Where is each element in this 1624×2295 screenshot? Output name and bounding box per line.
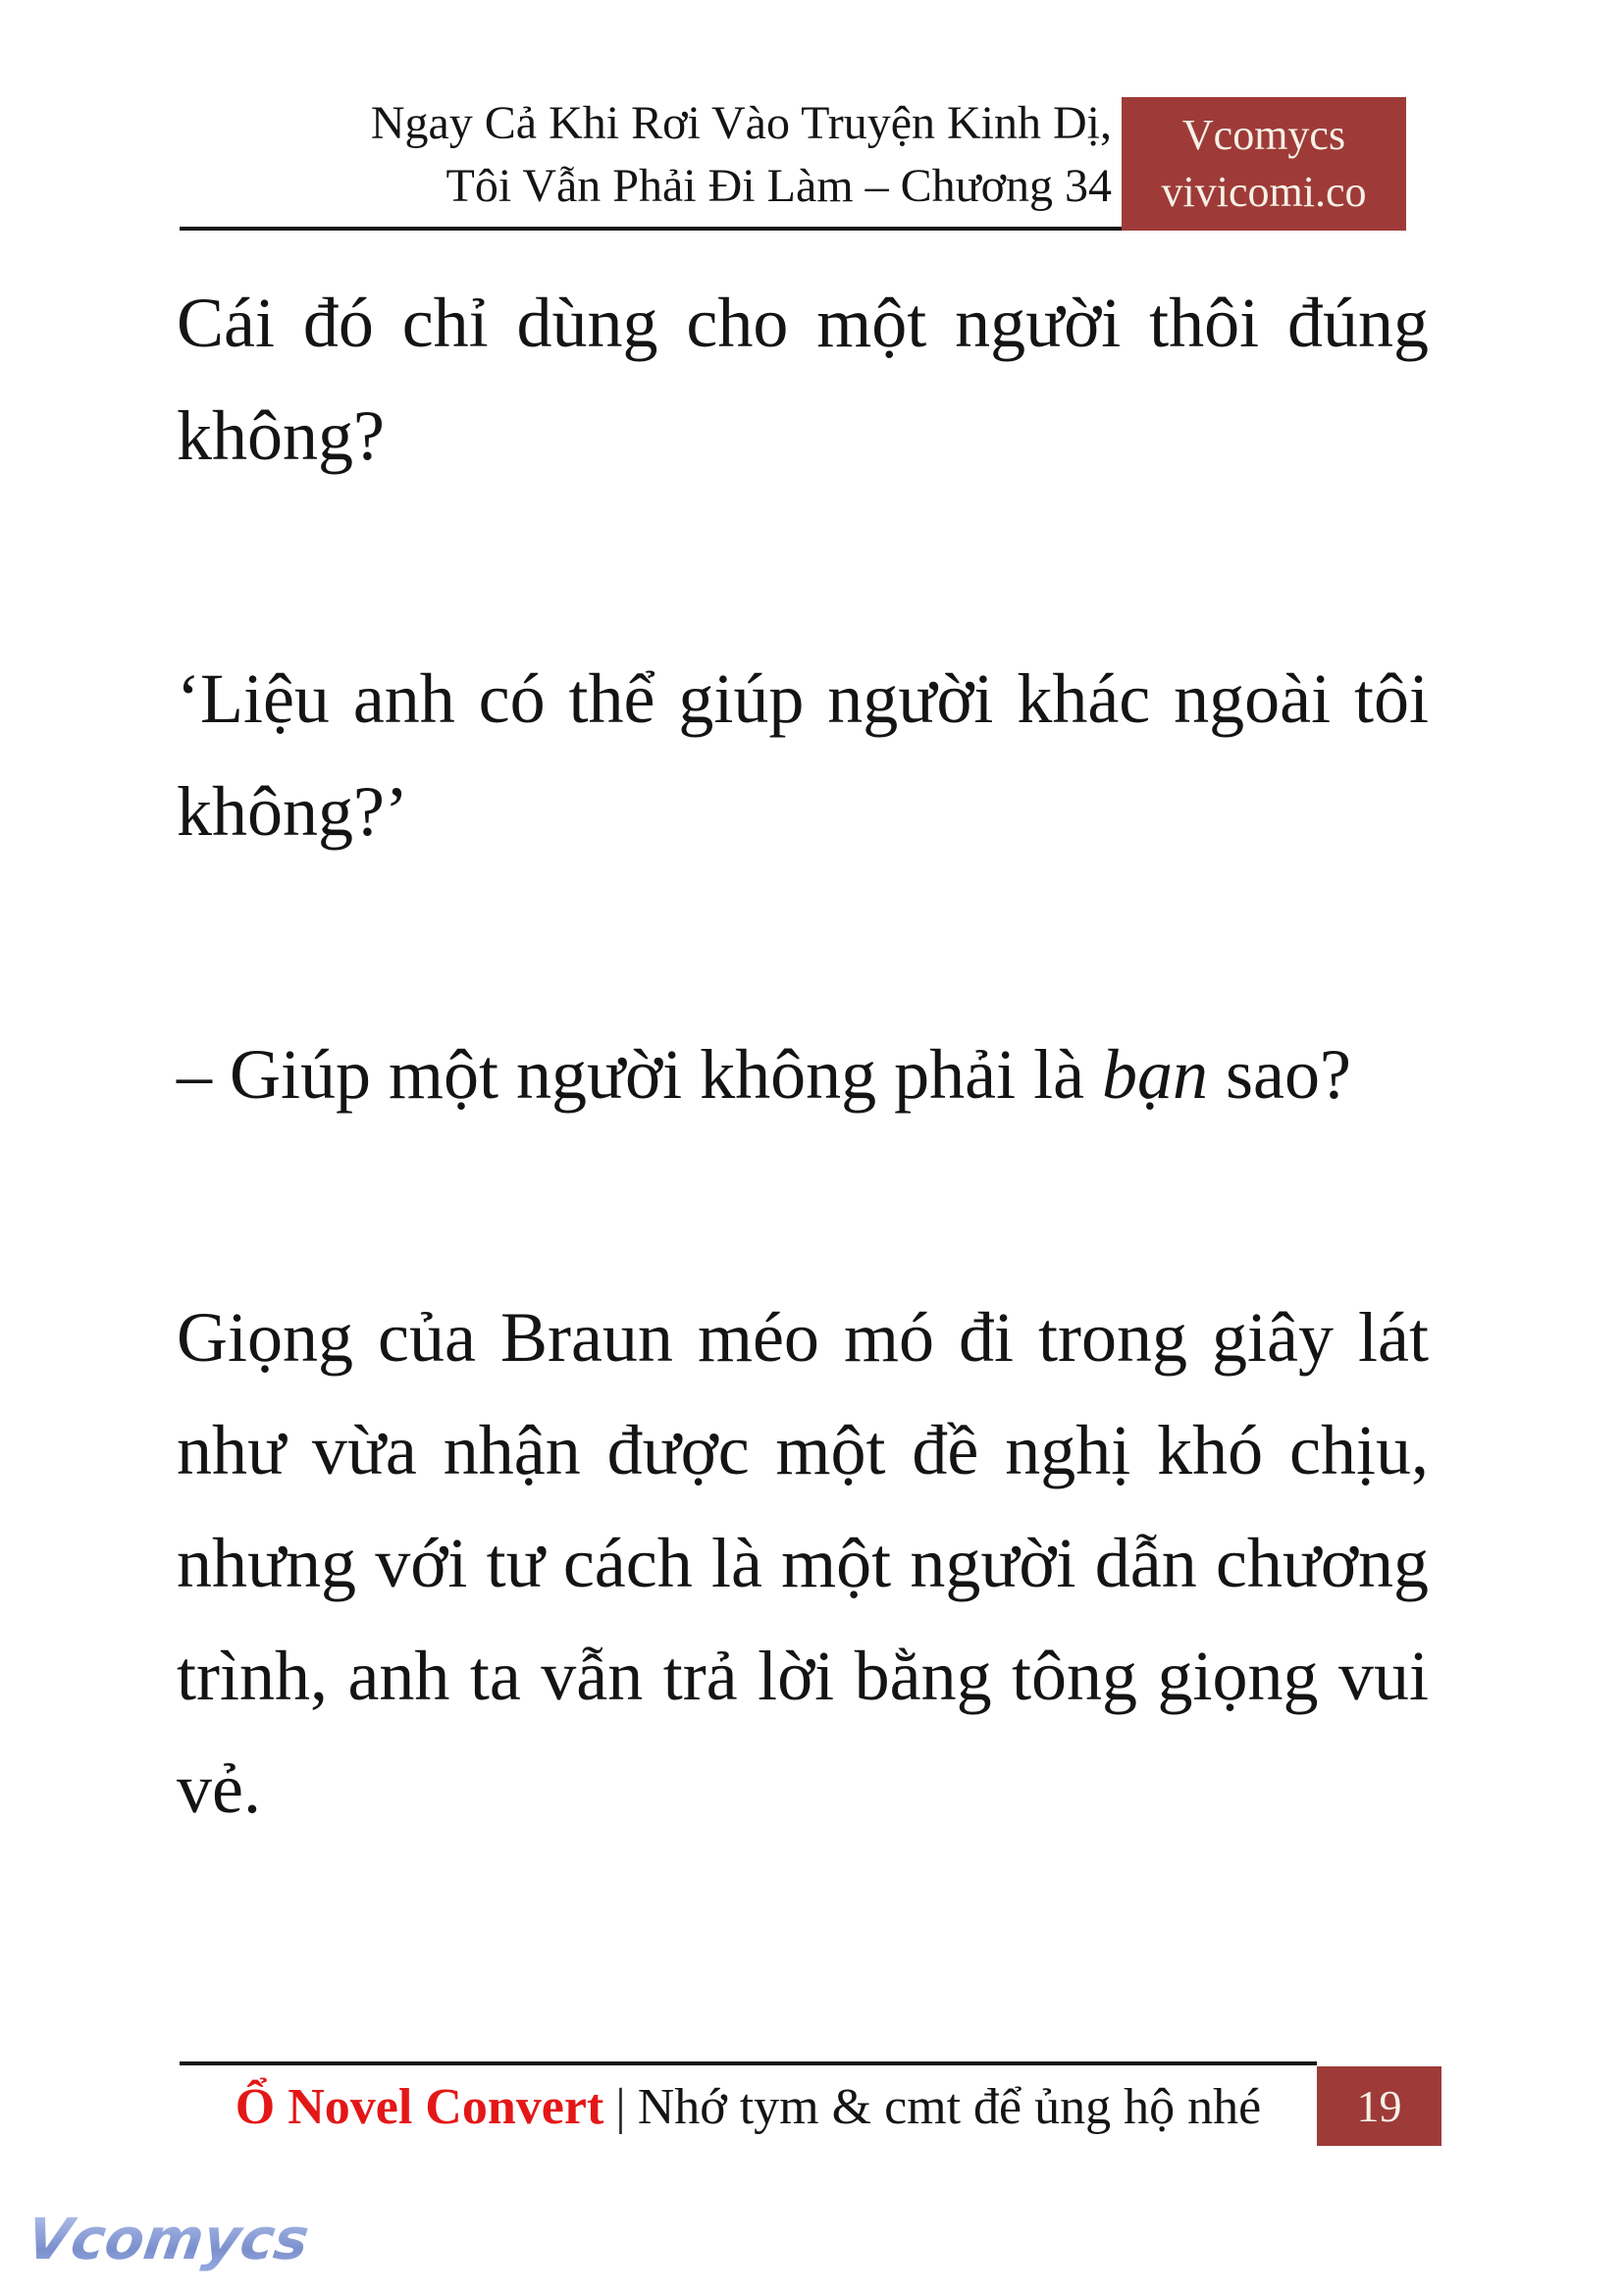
paragraph-text: sao? (1208, 1035, 1351, 1114)
footer-support-note: Nhớ tym & cmt để ủng hộ nhé (637, 2079, 1262, 2135)
paragraph-text: ‘Liệu anh có thể giúp người khác ngoài tôi không?’ (177, 659, 1429, 851)
paragraph (177, 643, 1429, 868)
paragraph (177, 1281, 1429, 1846)
page-number: 19 (1356, 2081, 1402, 2131)
chapter-body (177, 267, 1429, 1996)
footer-credit (180, 2073, 1317, 2142)
paragraph (177, 1018, 1429, 1131)
chapter-title-line1: Ngay Cả Khi Rơi Vào Truyện Kinh Dị, (370, 97, 1112, 149)
watermark-brand-name: Vcomycs (1181, 111, 1346, 159)
paragraph (177, 267, 1429, 493)
watermark-site-url: vivicomi.co (1161, 168, 1367, 216)
page-number-badge (1317, 2066, 1441, 2146)
footer-group-name: Ổ Novel Convert (235, 2079, 604, 2135)
paragraph-text: – Giúp một người không phải là (177, 1035, 1103, 1114)
paragraph-text-italic: bạn (1102, 1035, 1209, 1114)
watermark-badge (1122, 97, 1406, 231)
footer-divider (180, 2061, 1317, 2065)
chapter-title (180, 92, 1112, 218)
chapter-title-line2: Tôi Vẫn Phải Đi Làm – Chương 34 (445, 160, 1112, 212)
header-divider (180, 227, 1122, 231)
footer-separator: | (615, 2079, 626, 2135)
vcomycs-logo: Vcomycs (23, 2206, 314, 2272)
paragraph-text: Giọng của Braun méo mó đi trong giây lát như vừa nhận được một đề nghị khó chịu, nhưng với tư cách là một người dẫn chương trình, anh ta vẫn trả lời bằng tông giọng vui vẻ. (177, 1298, 1429, 1828)
paragraph-text: Cái đó chỉ dùng cho một người thôi đúng không? (177, 284, 1429, 475)
